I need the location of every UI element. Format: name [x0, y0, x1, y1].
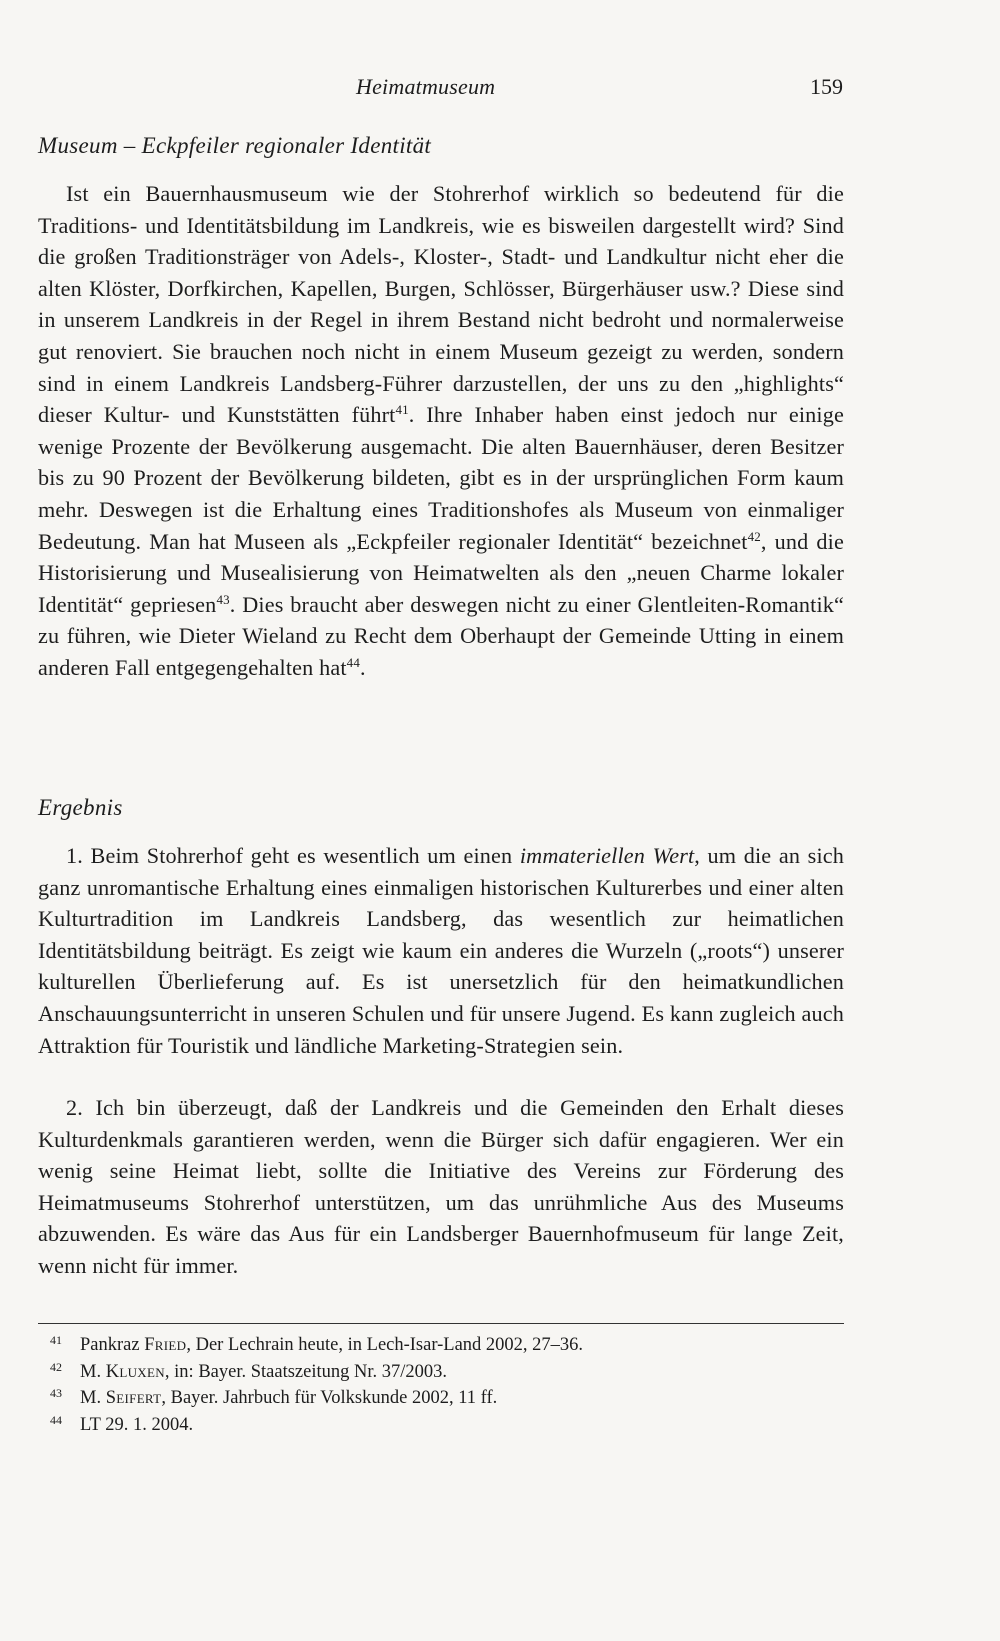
footnote-number: 44: [50, 1412, 62, 1427]
footnote-41: [50, 1333, 583, 1360]
footnote-text: , in: Bayer. Staatszeitung Nr. 37/2003.: [164, 1361, 448, 1382]
section-heading-museum: Museum – Eckpfeiler regionaler Identität: [38, 133, 432, 158]
text-run: . Ihre Inhaber haben einst jedoch nur einige wenige Prozente der Bevölkerung ausgemacht. Die alten Bauernhäuser, deren Besitzer bis zu 90 Prozent der Bevölkerung bildeten, gibt es in der ursprünglichen Form kaum mehr. Deswegen ist die Erhaltung eines Traditionshofes als Museum von einmaliger Bedeutung. Man hat Museen als „Eckpfeiler regionaler Identität“ bezeichnet: [38, 402, 844, 554]
footnote-divider: [38, 1323, 844, 1324]
author-name: Kluxen: [105, 1361, 165, 1382]
footnote-number: 41: [50, 1333, 62, 1347]
page-number: 159: [810, 74, 843, 99]
footnote-text: LT 29. 1. 2004.: [80, 1414, 194, 1435]
text-run: .: [359, 654, 366, 680]
footnote-ref-41: 41: [395, 402, 409, 418]
running-title: Heimatmuseum: [356, 74, 496, 99]
footnote-text: Pankraz: [80, 1335, 145, 1355]
footnote-text: M.: [80, 1388, 106, 1408]
author-name: Fried: [144, 1335, 187, 1355]
footnote-number: 42: [50, 1359, 62, 1374]
footnote-42: [50, 1360, 583, 1387]
text-run: , und die Historisierung und Musealisierung von Heimatwelten als den „neuen Charme lokaler Identität“ gepriesen: [38, 528, 844, 617]
footnote-ref-44: 44: [346, 655, 360, 671]
footnote-43: [50, 1386, 583, 1413]
footnote-text: , Bayer. Jahrbuch für Volkskunde 2002, 11 ff.: [161, 1388, 498, 1408]
footnote-ref-42: 42: [747, 528, 761, 544]
result-paragraph-2: 2. Ich bin überzeugt, daß der Landkreis und die Gemeinden den Erhalt dieses Kulturdenkmals garantieren werden, wenn die Bürger sich dafür engagieren. Wer ein wenig seine Heimat liebt, sollte die Initiative des Vereins zur Förderung des Heimatmuseums Stohrerhof unterstützen, um das unrühmliche Aus des Museums abzuwenden. Es wäre das Aus für ein Landsberger Bauernhofmuseum für lange Zeit, wenn nicht für immer.: [38, 1095, 844, 1278]
text-run: Ist ein Bauernhausmuseum wie der Stohrerhof wirklich so bedeutend für die Traditions- und Identitätsbildung im Landkreis, wie es bisweilen dargestellt wird? Sind die großen Traditionsträger von Adels-, Kloster-, Stadt- und Landkultur nicht eher die alten Klöster, Dorfkirchen, Kapellen, Burgen, Schlösser, Bürgerhäuser usw.? Diese sind in unserem Landkreis in der Regel in ihrem Bestand nicht bedroht und normalerweise gut renoviert. Sie brauchen noch nicht in einem Museum gezeigt zu werden, sondern sind in einem Landkreis Landsberg-Führer darzustellen, der uns zu den „highlights“ dieser Kultur- und Kunststätten führt: [38, 181, 844, 428]
author-name: Seifert: [105, 1388, 162, 1408]
section-heading-ergebnis: Ergebnis: [38, 795, 123, 820]
text-run: , um die an sich ganz unromantische Erhaltung eines einmaligen historischen Kulturerbes und einer alten Kulturtradition im Landkreis Landsberg, das wesentlich zur heimatlichen Identitätsbildung beiträgt. Es zeigt wie kaum ein anderes die Wurzeln („roots“) unserer kulturellen Überlieferung auf. Es ist unersetzlich für den heimatkundlichen Anschauungsunterricht in unseren Schulen und für unsere Jugend. Es kann zugleich auch Attraktion für Touristik und ländliche Marketing-Strategien sein.: [38, 843, 844, 1058]
footnote-44: [50, 1413, 583, 1440]
footnote-text: M.: [80, 1361, 106, 1382]
text-run: 1. Beim Stohrerhof geht es wesentlich um einen: [66, 843, 520, 868]
text-run: . Dies braucht aber deswegen nicht zu einer Glentleiten-Romantik“ zu führen, wie Dieter Wieland zu Recht dem Oberhaupt der Gemeinde Utting in einem anderen Fall entgegengehalten hat: [38, 591, 844, 680]
footnote-text: , Der Lechrain heute, in Lech-Isar-Land 2002, 27–36.: [186, 1335, 584, 1355]
footnote-ref-43: 43: [216, 591, 230, 607]
emphasis: immateriellen Wert: [519, 843, 695, 868]
footnotes: [50, 1333, 583, 1439]
result-paragraph-1: [38, 840, 844, 1061]
body-paragraph-museum: [38, 178, 844, 684]
footnote-number: 43: [50, 1386, 62, 1400]
